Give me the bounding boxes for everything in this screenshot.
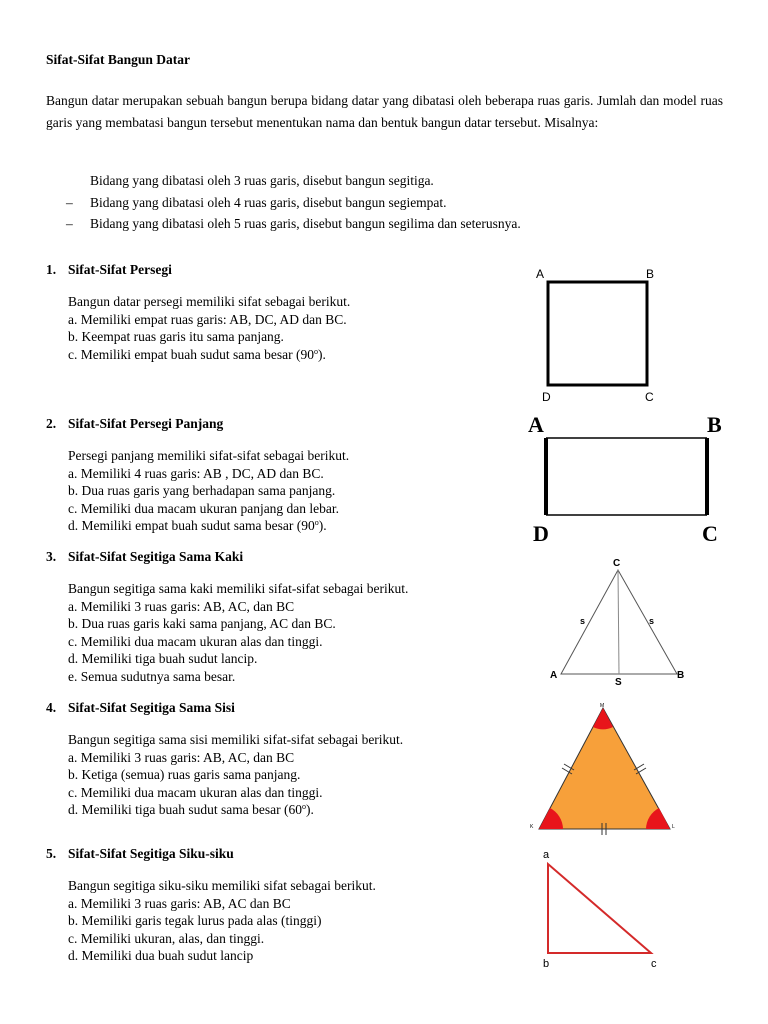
section-segitiga-siku-siku	[46, 846, 376, 965]
base-midpoint-label: S	[615, 677, 622, 688]
list-item: c. Memiliki dua macam ukuran panjang dan lebar.	[68, 500, 340, 516]
vertex-label-right: L	[672, 824, 675, 830]
vertex-label-b: B	[646, 267, 655, 281]
section-number: 4.	[46, 700, 57, 715]
section-persegi-panjang	[46, 416, 349, 535]
list-item: a. Memiliki empat ruas garis: AB, DC, AD dan BC.	[68, 311, 347, 327]
list-item: d. Memiliki dua buah sudut lancip	[68, 948, 254, 963]
list-item	[66, 170, 521, 192]
list-item	[66, 213, 521, 235]
section-heading	[46, 416, 349, 432]
square-shape	[548, 282, 647, 385]
list-item: b. Dua ruas garis yang berhadapan sama panjang.	[68, 483, 336, 498]
list-item: a. Memiliki 4 ruas garis: AB , DC, AD dan BC.	[68, 465, 324, 481]
list-item	[66, 192, 521, 214]
vertex-label-a: A	[528, 412, 544, 437]
page-title: Sifat-Sifat Bangun Datar	[46, 52, 191, 67]
square-figure	[530, 262, 670, 408]
vertex-label-d: D	[542, 390, 551, 404]
isosceles-triangle-figure	[540, 554, 700, 688]
list-item: b. Dua ruas garis kaki sama panjang, AC dan BC.	[68, 616, 336, 631]
vertex-label-d: D	[533, 521, 549, 546]
list-item: b. Ketiga (semua) ruas garis sama panjang.	[68, 767, 301, 782]
section-body	[68, 580, 408, 685]
list-item: c. Memiliki dua macam ukuran alas dan tinggi.	[68, 784, 323, 800]
list-item: b. Memiliki garis tegak lurus pada alas (tinggi)	[68, 913, 322, 928]
vertex-label-b: B	[677, 670, 685, 681]
section-body	[68, 877, 376, 965]
section-body	[68, 447, 349, 535]
intro-paragraph: Bangun datar merupakan sebuah bangun berupa bidang datar yang dibatasi oleh beberapa ruas garis. Jumlah dan model ruas garis yang membatasi bangun tersebut menentukan nama dan bentuk bangun datar tersebut. Misalnya:	[46, 93, 723, 130]
section-title: Sifat-Sifat Segitiga Siku-siku	[68, 846, 234, 861]
vertex-label-c: C	[645, 390, 654, 404]
list-item: b. Keempat ruas garis itu sama panjang.	[68, 329, 284, 344]
section-heading	[46, 262, 350, 278]
vertex-label-c: c	[651, 958, 657, 970]
vertex-label-left: K	[530, 824, 534, 830]
list-item: d. Memiliki tiga buah sudut sama besar (60$^o$).	[68, 802, 314, 817]
vertex-label-c: C	[613, 558, 621, 569]
section-heading	[46, 700, 403, 716]
section-title: Sifat-Sifat Segitiga Sama Sisi	[68, 700, 235, 715]
section-title: Sifat-Sifat Segitiga Sama Kaki	[68, 549, 244, 564]
list-item: c. Memiliki dua macam ukuran alas dan tinggi.	[68, 633, 323, 649]
section-body	[68, 731, 403, 819]
vertex-label-a: A	[536, 267, 545, 281]
examples-list	[66, 170, 521, 235]
list-item: d. Memiliki tiga buah sudut lancip.	[68, 651, 258, 666]
side-label-left: s	[580, 616, 586, 626]
example-text: Bidang yang dibatasi oleh 4 ruas garis, disebut bangun segiempat.	[90, 194, 447, 210]
vertex-label-c: C	[702, 521, 718, 546]
vertex-label-top: M	[600, 703, 605, 709]
section-persegi	[46, 262, 350, 363]
vertex-label-b: B	[707, 412, 722, 437]
dash-marker: –	[66, 194, 73, 210]
list-item: a. Memiliki 3 ruas garis: AB, AC, dan BC	[68, 749, 295, 765]
dash-marker: –	[66, 216, 73, 231]
section-heading	[46, 549, 408, 565]
height-line	[618, 570, 619, 674]
rectangle-figure	[524, 408, 730, 548]
section-segitiga-sama-kaki	[46, 549, 408, 685]
section-intro: Bangun datar persegi memiliki sifat sebagai berikut.	[68, 294, 351, 309]
section-intro: Bangun segitiga sama sisi memiliki sifat-sifat sebagai berikut.	[68, 732, 404, 747]
vertex-label-a: a	[543, 849, 550, 861]
section-intro: Bangun segitiga siku-siku memiliki sifat sebagai berikut.	[68, 878, 376, 893]
section-number: 3.	[46, 549, 57, 564]
list-item: a. Memiliki 3 ruas garis: AB, AC, dan BC	[68, 598, 295, 614]
section-body	[68, 293, 350, 363]
list-item: c. Memiliki ukuran, alas, dan tinggi.	[68, 930, 265, 946]
right-triangle-shape	[548, 864, 651, 953]
list-item: a. Memiliki 3 ruas garis: AB, AC dan BC	[68, 895, 291, 911]
vertex-label-a: A	[550, 670, 558, 681]
angle-mark-top	[593, 708, 613, 729]
vertex-label-b: b	[543, 958, 550, 970]
section-number: 1.	[46, 262, 57, 277]
section-intro: Bangun segitiga sama kaki memiliki sifat-sifat sebagai berikut.	[68, 581, 409, 596]
section-heading	[46, 846, 376, 862]
section-number: 2.	[46, 416, 57, 431]
section-number: 5.	[46, 846, 57, 861]
side-label-right: s	[649, 616, 655, 626]
right-triangle-figure	[536, 846, 666, 974]
equilateral-triangle-figure	[526, 700, 690, 836]
section-title: Sifat-Sifat Persegi Panjang	[68, 416, 224, 431]
list-item: c. Memiliki empat buah sudut sama besar (90$^o$).	[68, 346, 326, 362]
section-segitiga-sama-sisi	[46, 700, 403, 819]
example-text: Bidang yang dibatasi oleh 5 ruas garis, disebut bangun segilima dan seterusnya.	[90, 216, 521, 231]
section-title: Sifat-Sifat Persegi	[68, 262, 172, 277]
example-text: Bidang yang dibatasi oleh 3 ruas garis, disebut bangun segitiga.	[90, 173, 434, 188]
list-item: d. Memiliki empat buah sudut sama besar (90$^o$).	[68, 518, 327, 533]
list-item: e. Semua sudutnya sama besar.	[68, 668, 236, 684]
section-intro: Persegi panjang memiliki sifat-sifat sebagai berikut.	[68, 448, 350, 463]
